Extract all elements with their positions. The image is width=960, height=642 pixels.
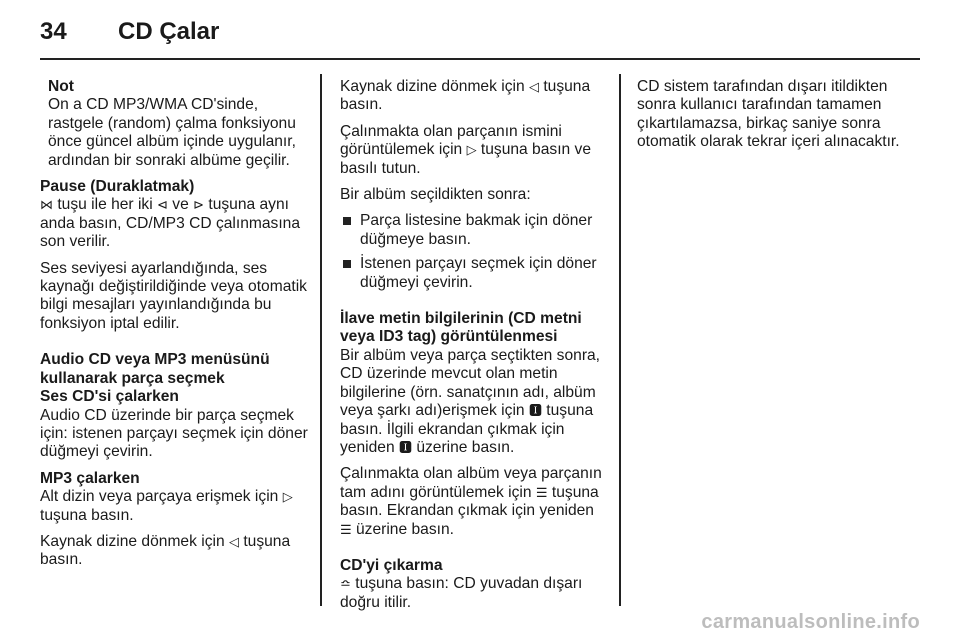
list-icon: ☰ — [535, 484, 548, 500]
pause-text: ⋈ tuşu ile her iki ⊲ ve ⊳ tuşuna aynı anda basın, CD/MP3 CD çalınmasına son verilir. — [40, 196, 301, 251]
column-divider-2 — [619, 74, 621, 606]
pause-heading: Pause (Duraklatmak) — [40, 178, 195, 196]
id3-heading: İlave metin bilgilerinin (CD metni veya ID3 tag) görüntülenmesi — [340, 310, 582, 346]
eject-heading: CD'yi çıkarma — [340, 556, 443, 574]
note-label: Not — [48, 78, 74, 95]
page-header — [40, 18, 219, 46]
watermark: carmanualsonline.info — [701, 611, 920, 633]
column-divider-1 — [320, 74, 322, 606]
eject-text: ≏ tuşuna basın: CD yuvadan dışarı doğru itilir. — [340, 575, 583, 611]
column-1 — [40, 78, 310, 578]
triangle-left-icon: ◁ — [528, 79, 539, 94]
column-2 — [340, 78, 608, 620]
list-item: İstenen parçayı seçmek için döner düğmeyi çevirin. — [340, 255, 608, 292]
triangle-left-icon: ◁ — [228, 533, 239, 549]
info-icon: 🅸 — [528, 403, 542, 419]
triangle-right-icon: ▷ — [466, 142, 477, 158]
eject-icon: ≏ — [340, 576, 351, 592]
audio-heading: Ses CD'si çalarken — [40, 388, 179, 406]
album-steps — [340, 212, 608, 292]
list-icon: ☰ — [340, 521, 352, 537]
volume-text: Ses seviyesi ayarlandığında, ses kaynağı değiştirildiğinde veya otomatik bilgi mesajları yayınlandığında bu fonksiyon iptal edilir. — [40, 259, 307, 332]
column-3 — [637, 78, 907, 160]
note-box — [40, 78, 310, 170]
seek-left-icon: ⊲ — [157, 197, 168, 213]
return-text-2: Kaynak dizine dönmek için ◁ tuşuna basın. — [340, 78, 591, 114]
audio-text: Audio CD üzerinde bir parça seçmek için: istenen parçayı seçmek için döner düğmeyi çevirin. — [40, 406, 308, 461]
mp3-text: Alt dizin veya parçaya erişmek için ▷ tuşuna basın. — [40, 488, 293, 524]
info-icon: 🅸 — [398, 439, 412, 455]
note-text: On a CD MP3/WMA CD'sinde, rastgele (random) çalma fonksiyonu önce güncel albüm içinde uygulanır, ardından bir sonraki albüme geçilir. — [48, 96, 296, 169]
mute-icon: ⋈ — [40, 197, 53, 213]
track-name-text: Çalınmakta olan parçanın ismini görüntülemek için ▷ tuşuna basın ve basılı tutun. — [340, 122, 592, 177]
mp3-heading: MP3 çalarken — [40, 469, 140, 487]
page-title: CD Çalar — [118, 18, 220, 45]
full-name-text: Çalınmakta olan albüm veya parçanın tam adını görüntülemek için ☰ tuşuna basın. Ekrandan çıkmak için yeniden ☰ üzerine basın. — [340, 465, 602, 538]
album-intro: Bir albüm seçildikten sonra: — [340, 186, 531, 204]
seek-right-icon: ⊳ — [193, 197, 205, 213]
list-item: Parça listesine bakmak için döner düğmeye basın. — [340, 212, 608, 249]
triangle-right-icon: ▷ — [282, 489, 293, 505]
header-rule — [40, 58, 920, 60]
menu-heading: Audio CD veya MP3 menüsünü kullanarak parça seçmek — [40, 351, 270, 387]
return-text: Kaynak dizine dönmek için ◁ tuşuna basın. — [40, 532, 291, 569]
page-number: 34 — [40, 18, 67, 45]
id3-text: Bir albüm veya parça seçtikten sonra, CD üzerinde mevcut olan metin bilgilerine (örn. sanatçının adı, albüm veya şarkı adı)erişmek için 🅸 tuşuna basın. İlgili ekrandan çıkmak için yeniden 🅸 üzerine basın. — [340, 346, 601, 456]
auto-retract-text: CD sistem tarafından dışarı itildikten sonra kullanıcı tarafından tamamen çıkartılamazsa, birkaç saniye sonra otomatik olarak tekrar içeri alınacaktır. — [637, 78, 900, 151]
